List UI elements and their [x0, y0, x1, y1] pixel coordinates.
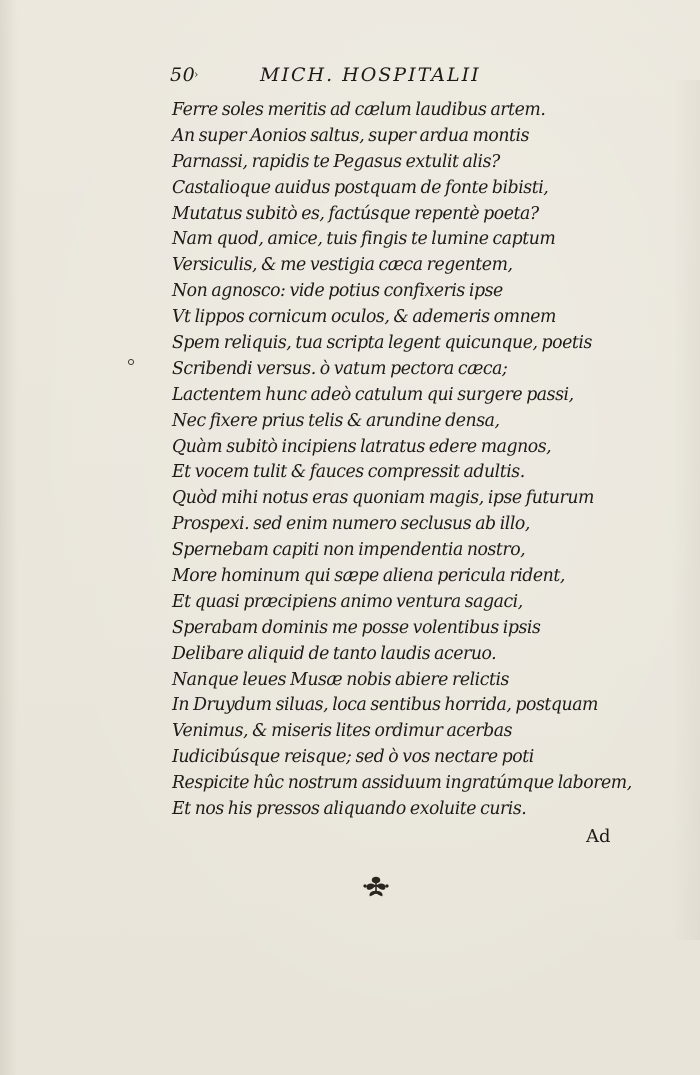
- poem-line: Et quasi præcipiens animo ventura sagaci,: [172, 591, 523, 612]
- poem-line: Versiculis, & me vestigia cæca regentem,: [172, 255, 513, 276]
- poem-line: Et nos his pressos aliquando exoluite curis.: [172, 799, 527, 820]
- poem-line: Respicite hûc nostrum assiduum ingratúmque laborem,: [172, 773, 632, 794]
- page-header: [170, 64, 540, 96]
- poem-line: Prospexi. sed enim numero seclusus ab illo,: [172, 514, 530, 535]
- poem-line: Castalioque auidus postquam de fonte bibisti,: [172, 177, 549, 198]
- poem-line: Iudicibúsque reisque; sed ò vos nectare poti: [172, 747, 534, 768]
- poem-line: Ferre soles meritis ad cælum laudibus artem.: [172, 100, 546, 120]
- margin-mark-icon: [128, 359, 134, 365]
- poem-line: Vt lippos cornicum oculos, & ademeris omnem: [172, 307, 556, 328]
- poem-line: Quàm subitò incipiens latratus edere magnos,: [172, 436, 552, 457]
- poem-line: Parnassi, rapidis te Pegasus extulit alis?: [172, 151, 500, 172]
- poem-line: Nec fixere prius telis & arundine densa,: [172, 410, 500, 431]
- poem-line: Non agnosco: vide potius confixeris ipse: [172, 281, 503, 302]
- poem-line: Nanque leues Musæ nobis abiere relictis: [172, 669, 509, 690]
- poem-line: Spernebam capiti non impendentia nostro,: [172, 540, 526, 561]
- poem-line: More hominum qui sæpe aliena pericula rident,: [172, 566, 565, 587]
- poem-line: Venimus, & miseris lites ordimur acerbas: [172, 721, 512, 742]
- poem-line: Mutatus subitò es, factúsque repentè poeta?: [172, 203, 539, 224]
- poem-line: An super Aonios saltus, super ardua montis: [172, 125, 530, 146]
- poem-line: Quòd mihi notus eras quoniam magis, ipse futurum: [172, 488, 594, 509]
- poem-line: Et vocem tulit & fauces compressit adultis.: [172, 462, 525, 483]
- poem-line: Lactentem hunc adeò catulum qui surgere passi,: [172, 384, 574, 405]
- poem-line: Spem reliquis, tua scripta legent quicunque, poetis: [172, 333, 592, 354]
- page-number: 50: [170, 64, 196, 86]
- running-head: MICH. HOSPITALII: [260, 64, 481, 86]
- catchword: Ad: [586, 826, 611, 847]
- poem-line: Nam quod, amice, tuis fingis te lumine captum: [172, 229, 556, 250]
- poem-line: Scribendi versus. ò vatum pectora cæca;: [172, 358, 508, 379]
- folio-mark-icon: ›: [194, 68, 199, 81]
- gutter-shadow: [0, 0, 18, 1075]
- fleuron-icon: [362, 874, 390, 898]
- poem-line: In Druydum siluas, loca sentibus horrida, postquam: [172, 695, 598, 716]
- poem-line: Delibare aliquid de tanto laudis aceruo.: [172, 643, 497, 664]
- page-edge-shading: [672, 80, 700, 940]
- poem-text: [172, 98, 632, 823]
- poem-line: Sperabam dominis me posse volentibus ipsis: [172, 617, 541, 638]
